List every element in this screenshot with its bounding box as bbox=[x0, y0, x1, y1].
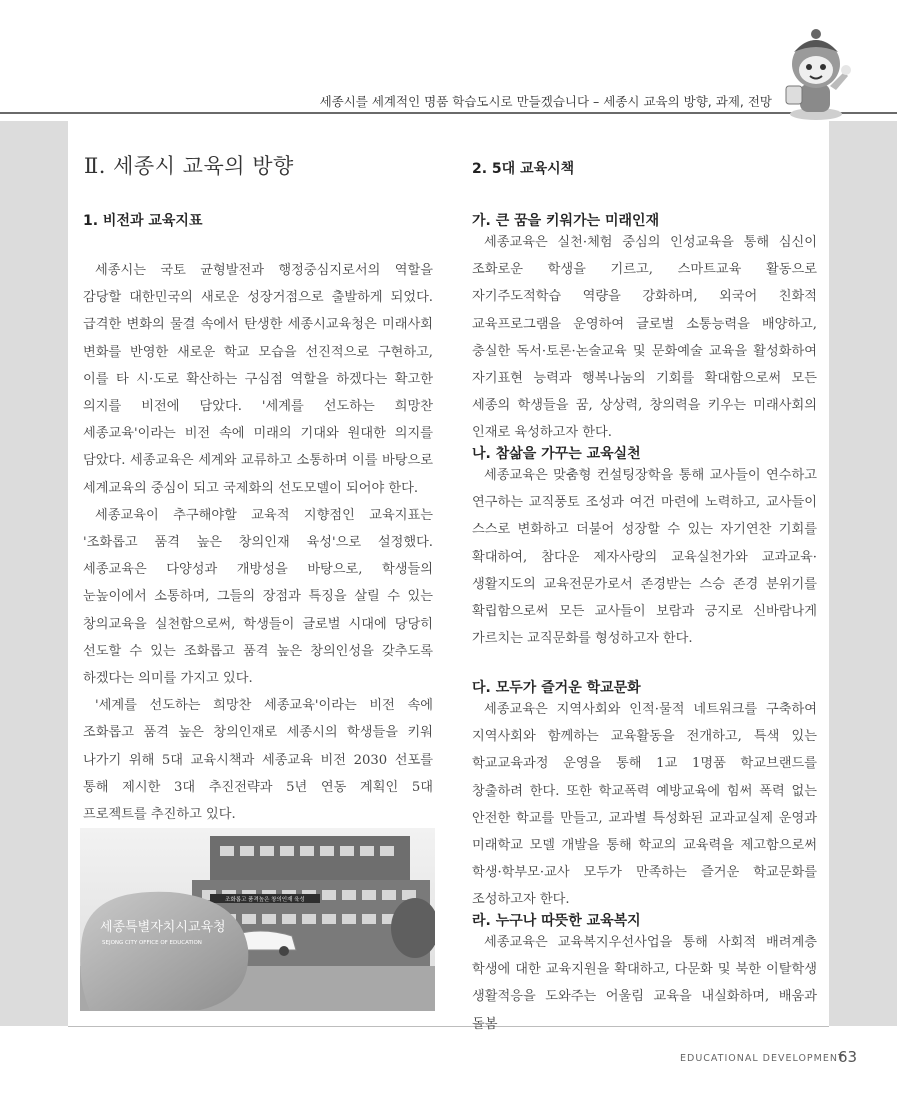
paragraph: '세계를 선도하는 희망찬 세종교육'이라는 비전 속에 조화롭고 품격 높은 창의인재로 세종시의 학생들을 키워 나가기 위해 5대 교육시책과 세종교육 비전 2030 선포를 통해 제시한 3대 추진전략과 5년 연동 계획인 5대 프로젝트를 추진하고 있다. bbox=[83, 698, 433, 823]
policy-body: 세종교육은 실천·체험 중심의 인성교육을 통해 심신이 조화로운 학생을 기르고, 스마트교육 활동으로 자기주도적학습 역량을 강화하며, 외국어 친화적 교육프로그램을 운영하여 글로벌 소통능력을 배양하고, 충실한 독서·토론·논술교육 및 문화예술 교육을 활성화하여 자기표현 능력과 행복나눔의 기회를 확대함으로써 모든 세종의 학생들을 꿈, 상상력, 창의력을 키우는 미래사회의 인재로 육성하고자 한다. bbox=[472, 235, 817, 441]
banner-text: 조화롭고 품격높은 창의인재 육성 bbox=[225, 897, 305, 903]
education-office-photo bbox=[80, 828, 435, 1011]
subsection-title-policies: 2. 5대 교육시책 bbox=[472, 161, 575, 177]
footer-label: EDUCATIONAL DEVELOPMENT bbox=[680, 1053, 845, 1064]
mascot-illustration bbox=[776, 26, 856, 122]
policy-title: 다. 모두가 즐거운 학교문화 bbox=[472, 680, 641, 696]
paragraph: 세종시는 국토 균형발전과 행정중심지로서의 역할을 감당할 대한민국의 새로운 성장거점으로 출발하게 되었다. 급격한 변화의 물결 속에서 탄생한 세종시교육청은 미래사회 변화를 반영한 새로운 학교 모습을 선진적으로 구현하고, 이를 타 시·도로 확산하는 구심점 역할을 하겠다는 확고한 의지를 비전에 담았다. '세계를 선도하는 희망찬 세종교육'이라는 비전 속에 미래의 기대와 원대한 의지를 담았다. 세종교육은 세계와 교류하고 소통하며 이를 바탕으로 세계교육의 중심이 되고 국제화의 선도모델이 되어야 한다. bbox=[83, 263, 433, 496]
policy-title: 가. 큰 꿈을 키워가는 미래인재 bbox=[472, 213, 660, 229]
left-margin-band bbox=[0, 121, 68, 1026]
policy-title: 라. 누구나 따뜻한 교육복지 bbox=[472, 913, 641, 929]
stone-text-english: SEJONG CITY OFFICE OF EDUCATION bbox=[102, 940, 202, 946]
page-number: 63 bbox=[838, 1048, 858, 1066]
running-header: 세종시를 세계적인 명품 학습도시로 만들겠습니다 – 세종시 교육의 방향, 과제, 전망 bbox=[319, 94, 772, 109]
stone-text-korean: 세종특별자치시교육청 bbox=[100, 920, 226, 935]
policy-body: 세종교육은 맞춤형 컨설팅장학을 통해 교사들이 연수하고 연구하는 교직풍토 조성과 여건 마련에 노력하고, 교사들이 스스로 변화하고 더불어 성장할 수 있는 자기연찬 기회를 확대하여, 참다운 제자사랑의 교육실천가와 교과교육·생활지도의 교육전문가로서 존경받는 스승 존경 분위기를 확립함으로써 모든 교사들이 보람과 긍지로 신바람나게 가르치는 교직문화를 형성하고자 한다. bbox=[472, 468, 817, 647]
right-margin-band bbox=[829, 121, 897, 1026]
subsection-title-vision: 1. 비전과 교육지표 bbox=[83, 213, 203, 229]
policy-title: 나. 참삶을 가꾸는 교육실천 bbox=[472, 446, 641, 462]
paragraph: 세종교육이 추구해야할 교육적 지향점인 교육지표는 '조화롭고 품격 높은 창의인재 육성'으로 설정했다. 세종교육은 다양성과 개방성을 바탕으로, 학생들의 눈높이에서 소통하며, 그들의 장점과 특징을 살릴 수 있는 창의교육을 실천함으로써, 학생들이 글로벌 시대에 당당히 선도할 수 있는 조화롭고 품격 높은 창의인성을 갖추도록 하겠다는 의미를 가지고 있다. bbox=[83, 507, 433, 687]
section-title: Ⅱ. 세종시 교육의 방향 bbox=[84, 154, 294, 178]
policy-body: 세종교육은 교육복지우선사업을 통해 사회적 배려계층 학생에 대한 교육지원을 확대하고, 다문화 및 북한 이탈학생 생활적응을 도와주는 어울림 교육을 내실화하며, 배움과 돌봄 bbox=[472, 935, 817, 1032]
policy-body: 세종교육은 지역사회와 인적·물적 네트워크를 구축하여 지역사회와 함께하는 교육활동을 전개하고, 특색 있는 학교교육과정 운영을 통해 1교 1명품 학교브랜드를 창출하려 한다. 또한 학교폭력 예방교육에 힘써 폭력 없는 안전한 학교를 만들고, 교과별 특성화된 교과교실제 운영과 미래학교 모델 개발을 통해 학교의 교육력을 제고함으로써 학생·학부모·교사 모두가 만족하는 즐거운 학교문화를 조성하고자 한다. bbox=[472, 702, 817, 908]
header-rule bbox=[0, 112, 897, 114]
